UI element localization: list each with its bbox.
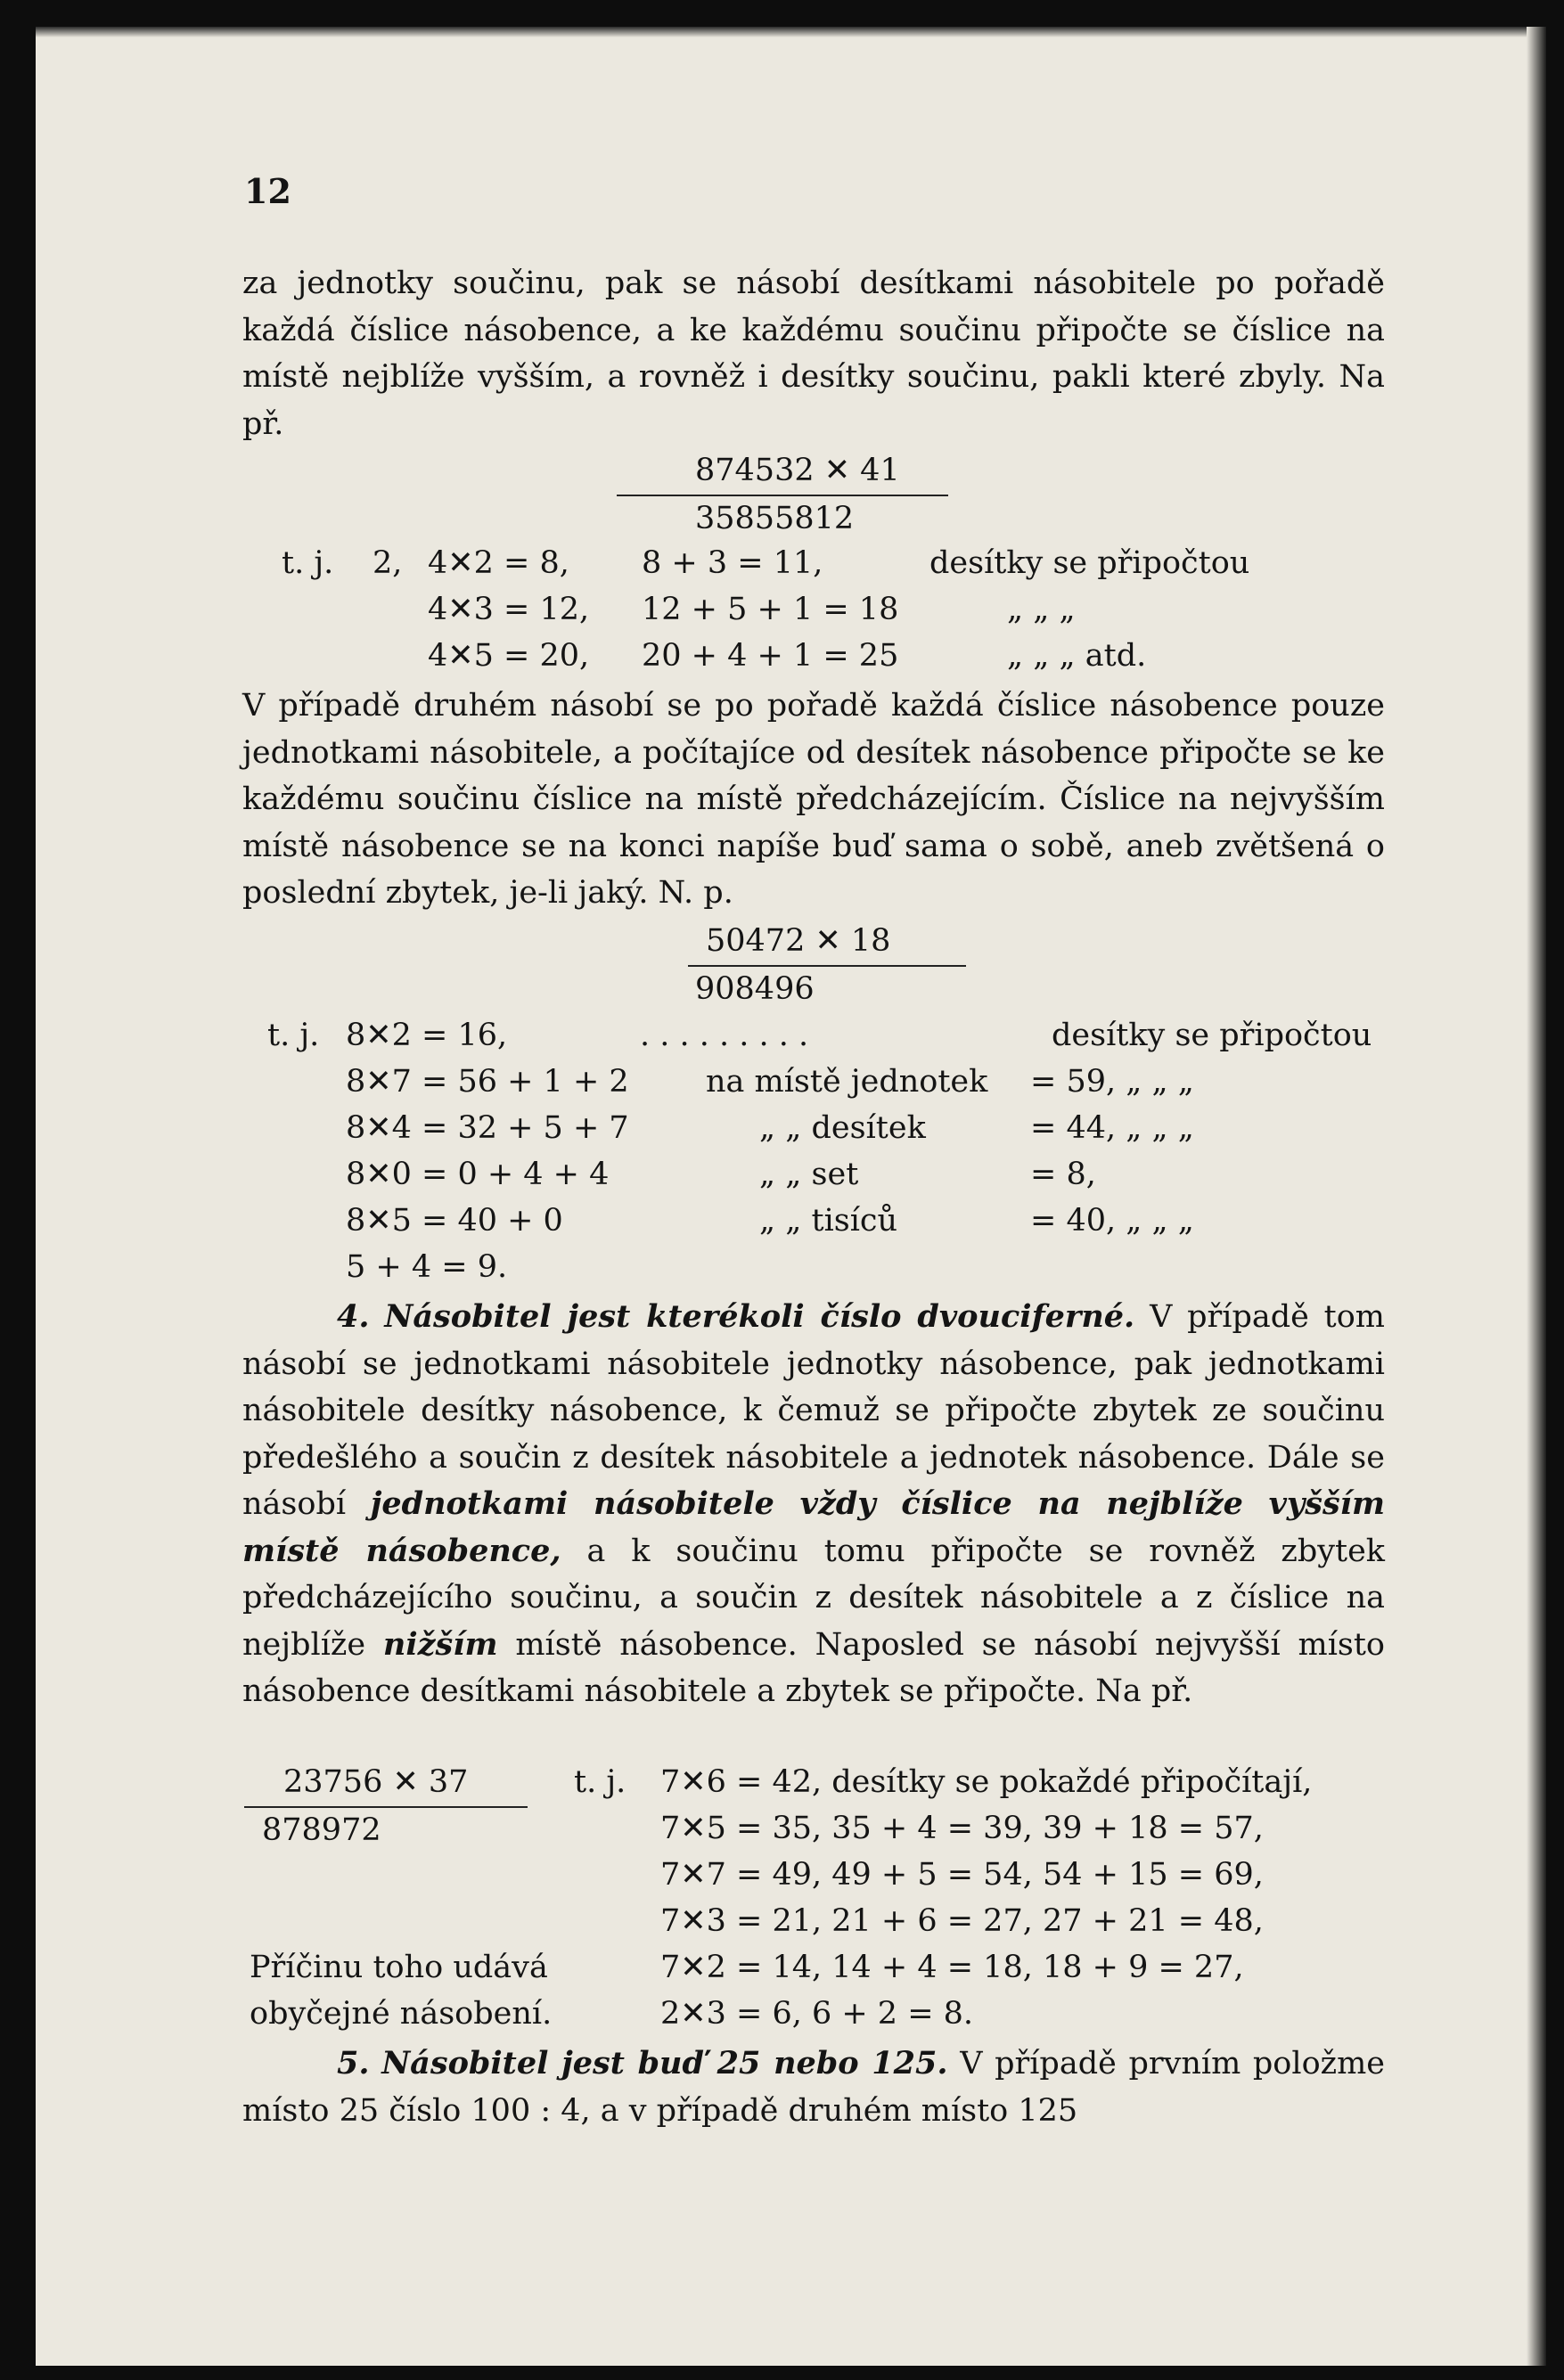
example-1-digit: 2, <box>373 545 403 581</box>
section-5-label: 5. <box>337 2045 370 2081</box>
example-1-sum-3: 20 + 4 + 1 = 25 <box>642 638 899 674</box>
example-2-prefix: t. j. <box>267 1018 320 1053</box>
example-1-calc-2: 4✕3 = 12, <box>428 592 590 627</box>
example-3-prefix: t. j. <box>574 1764 626 1800</box>
example-2-calc-6: 5 + 4 = 9. <box>346 1249 508 1285</box>
example-2-note-1: desítky se připočtou <box>1052 1018 1372 1053</box>
section-5-text: V případě prvním položme místo 25 číslo 100 : 4, a v případě druhém místo 125 <box>242 2046 1385 2129</box>
example-3-result: 878972 <box>262 1812 381 1848</box>
example-1-note-1: desítky se připočtou <box>929 545 1250 581</box>
page-binding-shadow <box>1527 27 1546 2366</box>
section-4-text-1: V případě tom násobí se jednotkami násobitele jednotky násobence, pak jednotkami násobitele desítky násobence, k čemuž se připočte zbytek ze součinu předešlého a součin z desítek násobitele a jednotek násobence. Dále se násobí <box>242 1299 1385 1522</box>
example-3-problem: 23756 ✕ 37 <box>283 1764 469 1800</box>
section-4-heading: Násobitel jest kterékoli číslo dvouciferné. <box>384 1298 1135 1335</box>
example-2-res-4: = 8, <box>1030 1157 1096 1192</box>
example-2-problem: 50472 ✕ 18 <box>706 923 891 959</box>
example-3-rule <box>244 1806 528 1808</box>
example-2-calc-5: 8✕5 = 40 + 0 <box>346 1203 563 1239</box>
example-3-row-2: 7✕5 = 35, 35 + 4 = 39, 39 + 18 = 57, <box>660 1811 1264 1846</box>
section-4-emphasis-2: nižším <box>382 1625 498 1663</box>
section-4-label: 4. <box>337 1298 370 1335</box>
example-2-calc-3: 8✕4 = 32 + 5 + 7 <box>346 1110 629 1146</box>
example-2-res-2: = 59, „ „ „ <box>1030 1064 1194 1100</box>
example-3-row-4: 7✕3 = 21, 21 + 6 = 27, 27 + 21 = 48, <box>660 1903 1264 1939</box>
section-4-text-2: a k součinu tomu připočte se rovněž zbytek předcházejícího součinu, a součin z desítek násobitele a z číslice na nejblíže <box>242 1533 1386 1663</box>
paragraph-continued: za jednotky součinu, pak se násobí desítkami násobitele po pořadě každá číslice násobence, a ke každému součinu připočte se číslice na místě nejblíže vyšším, a rovněž i desítky součinu, pakli které zbyly. Na př. <box>242 266 1385 442</box>
example-1-rule <box>617 495 948 496</box>
example-1-problem: 874532 ✕ 41 <box>695 453 900 488</box>
example-3-row-3: 7✕7 = 49, 49 + 5 = 54, 54 + 15 = 69, <box>660 1857 1264 1893</box>
example-1-result: 35855812 <box>695 501 855 536</box>
section-4-paragraph <box>242 1294 1385 1715</box>
example-2-dots: . . . . . . . . . <box>640 1018 809 1053</box>
example-1-prefix: t. j. <box>282 545 334 581</box>
example-2-place-5: „ „ tisíců <box>759 1203 898 1239</box>
example-2-calc-2: 8✕7 = 56 + 1 + 2 <box>346 1064 629 1100</box>
page-top-shadow <box>36 27 1546 37</box>
example-2-place-2: na místě jednotek <box>706 1064 988 1100</box>
example-2-place-4: „ „ set <box>759 1157 859 1192</box>
example-3-row-6: 2✕3 = 6, 6 + 2 = 8. <box>660 1996 974 2032</box>
example-2-res-3: = 44, „ „ „ <box>1030 1110 1194 1146</box>
section-4-text-3: místě násobence. Naposled se násobí nejvyšší místo násobence desítkami násobitele a zbytek se připočte. Na př. <box>242 1626 1385 1709</box>
example-1-note-2: „ „ „ <box>1007 592 1076 627</box>
paragraph-case-two: V případě druhém násobí se po pořadě každá číslice násobence pouze jednotkami násobitele, a počítajíce od desítek násobence připočte se ke každému součinu číslice na místě předcházejícím. Číslice na nejvyšším místě násobence se na konci napíše buď sama o sobě, aneb zvětšená o poslední zbytek, je-li jaký. N. p. <box>242 688 1385 911</box>
example-1-sum-2: 12 + 5 + 1 = 18 <box>642 592 899 627</box>
example-1-sum-1: 8 + 3 = 11, <box>642 545 823 581</box>
example-1-calc-3: 4✕5 = 20, <box>428 638 590 674</box>
example-1-calc-1: 4✕2 = 8, <box>428 545 569 581</box>
page-number: 12 <box>244 171 291 211</box>
example-2-calc-4: 8✕0 = 0 + 4 + 4 <box>346 1157 610 1192</box>
example-1-note-3: „ „ „ atd. <box>1007 638 1147 674</box>
example-2-result: 908496 <box>695 971 815 1007</box>
example-3-note-2: obyčejné násobení. <box>250 1996 553 2032</box>
book-page <box>36 27 1546 2366</box>
example-2-rule <box>688 965 966 967</box>
section-4-emphasis-1: jednotkami násobitele vždy číslice na nejblíže vyšším místě násobence, <box>242 1485 1385 1569</box>
example-2-calc-1: 8✕2 = 16, <box>346 1018 508 1053</box>
example-2-place-3: „ „ desítek <box>759 1110 926 1146</box>
section-5-heading: Násobitel jest buď 25 nebo 125. <box>381 2045 948 2081</box>
example-3-row-1: 7✕6 = 42, desítky se pokaždé připočítají, <box>660 1764 1313 1800</box>
example-3-note-1: Příčinu toho udává <box>250 1950 548 1985</box>
example-3-row-5: 7✕2 = 14, 14 + 4 = 18, 18 + 9 = 27, <box>660 1950 1244 1985</box>
section-5-paragraph <box>242 2041 1385 2134</box>
example-2-res-5: = 40, „ „ „ <box>1030 1203 1194 1239</box>
